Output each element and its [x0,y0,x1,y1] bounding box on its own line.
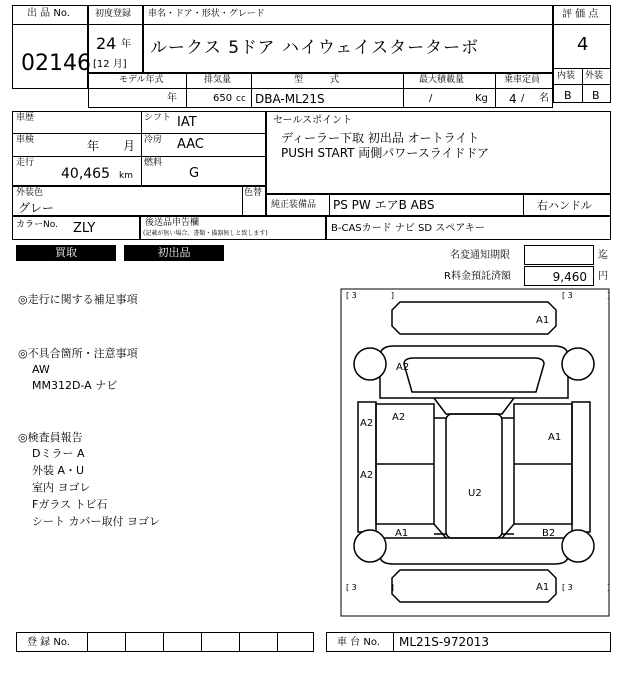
corner-bottom-left: [ 3 ] [346,583,395,592]
ac-label: 冷房 [144,135,163,145]
ac-value: AAC [177,137,204,152]
max-load-label: 最大積載量 [419,75,465,85]
details-left [12,111,266,186]
corner-top-right: [ 3 ] [562,291,610,300]
recycle-label: R料金預託済額 [444,271,511,282]
defect-line: AW [32,363,50,376]
capacity-sep: / [521,93,525,104]
rear-body [380,538,568,564]
grade-box [553,5,611,103]
model-year-label: モデル年式 [119,75,164,85]
corner-bottom-right: [ 3 ] [562,583,610,592]
chassis-number-box [326,632,611,652]
color-no-label: カラーNo. [16,220,58,230]
displacement-unit: cc [236,94,246,104]
registration-number-box [16,632,314,652]
type-value: DBA-ML21S [255,92,325,106]
grade-label: 評 価 点 [562,9,599,20]
buy-badge: 買取 [16,245,116,261]
mark-windshield-left: A2 [392,412,406,423]
interior-label: 内装 [557,71,576,81]
after-docs-box [140,216,326,240]
car-name-box [143,5,553,73]
color-value: グレー [18,201,55,215]
lot-number: 02146 [21,51,91,76]
shift-label: シフト [144,113,172,123]
diagram-frame [341,289,609,616]
driving-notes-title: ◎走行に関する補足事項 [18,293,138,306]
sales-point-label: セールスポイント [273,115,353,126]
inspector-line: Fガラス トビ石 [32,498,108,511]
recycle-field [524,266,594,286]
rear-bumper [392,570,556,602]
wheel-rear-right [562,530,594,562]
mark-right-rear-fender: B2 [542,528,556,539]
roof [446,414,502,538]
color-label: 外装色 [16,188,44,198]
history-label: 車歴 [16,113,35,123]
wheel-rear-left [354,530,386,562]
mark-left-front-door: A2 [360,418,374,429]
car-name: ルークス 5ドア ハイウェイスターターボ [150,38,480,58]
after-docs-label: 後送品申告欄 [145,218,200,228]
recycle-value: 9,460 [552,270,587,284]
sales-point-line-2: PUSH START 両側パワースライドドア [281,146,489,160]
mileage-unit: km [119,171,133,181]
right-side [572,402,590,532]
after-docs-note: (記載が無い場合、書類・備器無しと致します) [143,230,268,237]
mark-left-rear-door: A2 [360,470,374,481]
shift-value: IAT [177,115,197,130]
inspector-line: 室内 ヨゴレ [32,481,91,494]
damage-diagram [340,288,610,618]
mark-left-rear-fender: A1 [395,528,409,539]
sales-point-line-1: ディーラー下取 初出品 オートライト [281,131,480,145]
name-change-label: 名変通知期限 [450,250,510,261]
capacity-value: 4 [509,92,517,106]
car-name-label: 車名・ドア・形状・グレード [148,9,265,19]
displacement-label: 排気量 [204,75,232,85]
first-registration-label: 初度登録 [95,9,132,19]
inspection-year-unit: 年 [87,139,100,153]
wheel-front-left [354,348,386,380]
recycle-unit: 円 [598,271,608,282]
lot-number-box [12,5,91,89]
chassis-number: ML21S-972013 [399,635,490,649]
recolor-label: 色替 [244,188,263,198]
chassis-number-label: 車 台 No. [337,637,380,648]
windshield [404,358,544,392]
corner-top-left: [ 3 ] [346,291,395,300]
mark-roof: U2 [468,488,482,499]
interior-grade: B [564,89,572,102]
inspector-notes-title: ◎検査員報告 [18,431,83,444]
color-box [12,186,266,216]
options-value: B-CASカード ナビ SD スペアキー [331,223,485,234]
equipment-value: PS PW エアB ABS [333,198,435,212]
model-year-unit: 年 [167,93,177,104]
first-registration-month: [12 月] [93,59,127,70]
exterior-label: 外装 [585,71,604,81]
defect-notes-title: ◎不具合箇所・注意事項 [18,347,138,360]
inspection-month-unit: 月 [123,139,136,153]
type-label: 型 式 [294,75,340,85]
spec-row [88,73,553,108]
first-registration-box [88,5,143,73]
equipment-box [266,194,611,216]
mileage-value: 40,465 [61,166,110,182]
mark-hood-left: A2 [396,362,410,373]
capacity-label: 乗車定員 [504,75,541,85]
inspector-line: 外装 A・U [32,464,85,477]
first-registration-year: 24 [96,34,117,53]
capacity-unit: 名 [539,93,549,104]
mark-right-front-door: A1 [548,432,562,443]
name-change-field [524,245,594,265]
sales-point-box [266,111,611,194]
steering-value: 右ハンドル [537,199,592,212]
equipment-label: 純正装備品 [271,200,317,210]
defect-line: MM312D-A ナビ [32,379,118,392]
wheel-front-right [562,348,594,380]
mark-front-bumper: A1 [536,315,550,326]
front-bumper [392,302,556,334]
mark-rear-bumper: A1 [536,582,550,593]
color-no-value: ZLY [73,221,96,236]
options-box [326,216,611,240]
inspector-line: Dミラー A [32,447,85,460]
lot-number-label: 出 品 No. [27,8,70,19]
fuel-value: G [189,166,200,181]
first-listing-badge: 初出品 [124,245,224,261]
registration-number-label: 登 録 No. [27,637,70,648]
name-change-unit: 迄 [598,250,608,261]
fuel-label: 燃料 [144,158,163,168]
exterior-grade: B [592,89,600,102]
displacement-value: 650 [213,93,233,104]
inspection-label: 車検 [16,135,35,145]
inspector-line: シート カバー取付 ヨゴレ [32,515,160,528]
mileage-label: 走行 [16,158,35,168]
max-load-unit: Kg [475,93,488,104]
grade-score: 4 [577,34,589,55]
color-no-box [12,216,140,240]
max-load-sep: / [429,93,433,104]
year-unit: 年 [121,39,131,50]
